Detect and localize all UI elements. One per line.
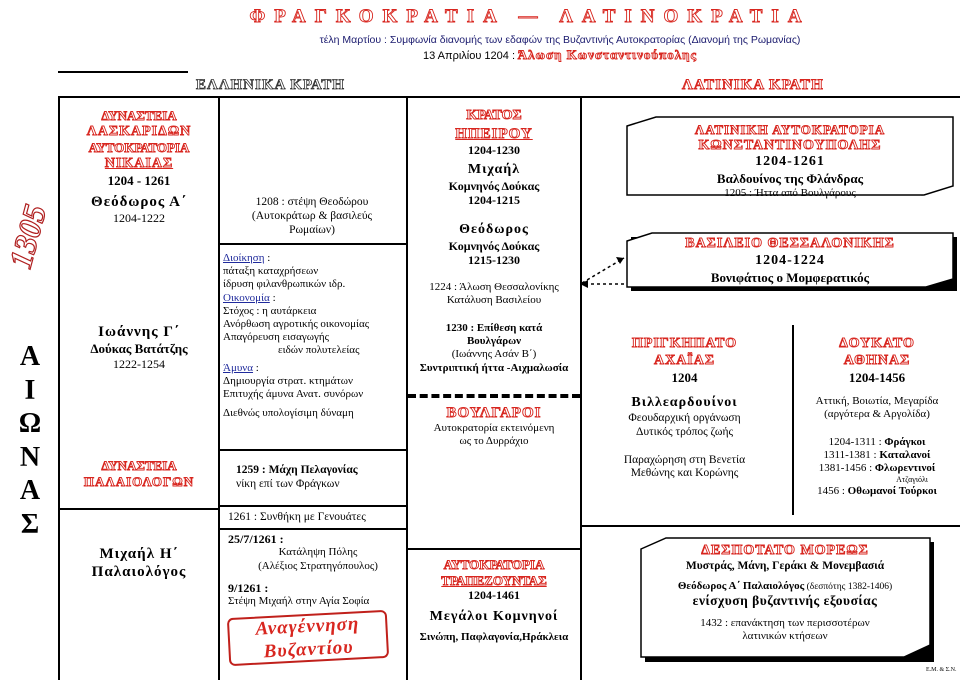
morea-text	[640, 543, 930, 644]
state-years: 1204-1261	[755, 154, 825, 170]
text-line: Ανόρθωση αγροτικής οικονομίας	[223, 317, 370, 330]
side-letter: Α	[19, 475, 41, 507]
state-name: ΔΕΣΠΟΤΑΤΟ ΜΟΡΕΩΣ	[701, 543, 869, 558]
dynasty-name: ΠΑΛΑΙΟΛΟΓΩΝ	[83, 473, 195, 489]
year-1305-label: 1305	[1, 200, 54, 272]
cities: Σινώπη, Παφλαγονία,Ηράκλεια	[419, 631, 569, 644]
text-line: Στέψη Μιχαήλ στην Αγία Σοφία	[228, 595, 370, 608]
text-line: Κατάληψη Πόλης	[278, 546, 358, 559]
ruler-surname: Κομνηνός Δούκας	[448, 178, 540, 193]
header-event: Άλωση Κωνσταντινούπολης	[517, 47, 698, 62]
text-line: (αργότερα & Αργολίδα)	[824, 408, 930, 421]
text-line: Μυστράς, Μάνη, Γεράκι & Μονεμβασιά	[685, 559, 885, 572]
header-line-1: τέλη Μαρτίου : Συμφωνία διανομής των εδαφών της Βυζαντινής Αυτοκρατορίας (Διανομή της Ρωμανίας)	[319, 34, 801, 46]
colon: :	[269, 291, 276, 304]
ruler-years: 1204-1215	[468, 193, 520, 208]
achaia-athens-divider	[792, 325, 794, 515]
section-greek: ΕΛΛΗΝΙΚΑ ΚΡΑΤΗ	[196, 77, 345, 93]
period-ruler: Φράγκοι	[884, 435, 926, 448]
state-name: ΑΧΑΪΑΣ	[653, 352, 716, 368]
text-line: Στόχος : η αυτάρκεια	[223, 304, 317, 317]
text-line: Κατάλυση Βασιλείου	[446, 294, 542, 307]
text-line: Βουλγάρων	[466, 335, 522, 348]
text-line: 1230 : Επίθεση κατά	[445, 322, 543, 334]
latin-bottom-rule	[580, 525, 960, 527]
text-line: Συντριπτική ήττα -Αιχμαλωσία	[419, 361, 569, 374]
dynasty-name: ΛΑΣΚΑΡΙΔΩΝ	[86, 123, 192, 139]
text-line: (Αλέξιος Στρατηγόπουλος)	[258, 559, 378, 572]
genoa-treaty: 1261 : Συνθήκη με Γενουάτες	[228, 511, 366, 523]
text-line: Φεουδαρχική οργάνωση	[628, 411, 741, 424]
header-date: 13 Απριλίου 1204 :	[422, 50, 516, 62]
ruler-years: 1222-1254	[113, 356, 165, 371]
text-line: Διεθνώς υπολογίσιμη δύναμη	[223, 407, 354, 420]
text-line: Παραχώρηση στη Βενετία	[623, 453, 746, 466]
state-label: ΔΟΥΚΑΤΟ	[839, 336, 915, 351]
arrowhead	[616, 257, 624, 264]
text-line: 25/7/1261 :	[228, 532, 284, 546]
morea-despot	[640, 580, 930, 593]
state-label: ΑΥΤΟΚΡΑΤΟΡΙΑ	[443, 557, 545, 572]
state-years: 1204-1230	[468, 142, 520, 157]
text-line: ενίσχυση βυζαντινής εξουσίας	[692, 592, 878, 608]
text-line: Ρωμαίων)	[289, 223, 335, 236]
dynasty-label: ΔΥΝΑΣΤΕΙΑ	[101, 458, 177, 473]
admin-title: Διοίκηση	[223, 252, 265, 264]
state-name: ΗΠΕΙΡΟΥ	[455, 125, 533, 142]
rebirth-word: Βυζαντίου	[263, 636, 355, 663]
nicaea-years: 1204 - 1261	[107, 172, 171, 188]
athens-period-2	[796, 449, 958, 462]
text-line: (Αυτοκράτωρ & βασιλεύς	[251, 209, 373, 222]
ruler-years: 1204-1222	[113, 211, 165, 225]
text-line: (Ιωάννης Ασάν Β΄)	[451, 348, 537, 361]
text-line: Αττική, Βοιωτία, Μεγαρίδα	[815, 395, 939, 408]
bulgarians-title: ΒΟΥΛΓΑΡΟΙ	[446, 405, 542, 421]
side-letter: Ι	[24, 374, 36, 406]
text-line: νίκη επί των Φράγκων	[236, 477, 340, 490]
athens-period-4	[796, 485, 958, 498]
state-years: 1204	[671, 369, 698, 385]
period-dates: 1311-1381 :	[823, 448, 880, 461]
text-line: Απαγόρευση εισαγωγής	[223, 331, 329, 344]
text-line: ειδών πολυτελείας	[278, 344, 360, 357]
side-letter: Σ	[20, 508, 40, 540]
ruler-name: Μιχαήλ	[467, 162, 521, 177]
dynasty: Βιλλεαρδουίνοι	[631, 395, 738, 411]
empire-name: ΝΙΚΑΙΑΣ	[104, 155, 174, 171]
text-line: Δυτικός τρόπος ζωής	[635, 425, 734, 438]
ruler-surname: Δούκας Βατάτζης	[90, 341, 188, 356]
econ-title: Οικονομία	[223, 291, 270, 304]
text-line: Ατζαγιόλι	[896, 475, 928, 485]
ruler-name: Βαλδουίνος της Φλάνδρας	[716, 171, 864, 187]
text-line: Επιτυχής άμυνα Ανατ. συνόρων	[223, 387, 364, 400]
text-line: 1259 : Μάχη Πελαγονίας	[236, 464, 358, 476]
text-line: 1224 : Άλωση Θεσσαλονίκης	[429, 281, 559, 293]
state-name: ΚΩΝΣΤΑΝΤΙΝΟΥΠΟΛΗΣ	[698, 137, 882, 153]
despot-name: Θεόδωρος Α΄ Παλαιολόγος	[677, 579, 805, 592]
period-ruler: Οθωμανοί Τούρκοι	[847, 484, 937, 497]
ruler-years: 1215-1230	[468, 253, 520, 268]
side-letter: Ω	[18, 408, 42, 440]
state-name: ΑΘΗΝΑΣ	[843, 352, 911, 368]
state-label: ΠΡΙΓΚΗΠΑΤΟ	[631, 336, 738, 351]
dynasty: Μεγάλοι Κομνηνοί	[429, 608, 559, 624]
ruler-name: Θεόδωρος Α΄	[91, 194, 187, 210]
state-label: ΚΡΑΤΟΣ	[466, 108, 522, 123]
text-line: ίδρυση φιλανθρωπικών ιδρ.	[223, 278, 346, 291]
def-title: Άμυνα	[223, 361, 254, 374]
text-line: 1208 : στέψη Θεοδώρου	[255, 196, 369, 208]
state-years: 1204-1461	[468, 588, 520, 603]
period-ruler: Καταλανοί	[879, 448, 931, 461]
ruler-surname: Κομνηνός Δούκας	[448, 238, 540, 253]
colon: :	[264, 252, 271, 264]
text-line: 1205 : Ήττα από Βουλγάρους	[724, 186, 856, 199]
section-latin: ΛΑΤΙΝΙΚΑ ΚΡΑΤΗ	[682, 77, 824, 93]
period-dates: 1456 :	[817, 484, 848, 497]
ruler-name: Ιωάννης Γ΄	[98, 324, 180, 340]
state-years: 1204-1456	[848, 369, 906, 385]
rebirth-word: Αναγέννηση	[254, 613, 360, 640]
state-name: ΒΑΣΙΛΕΙΟ ΘΕΣΣΑΛΟΝΙΚΗΣ	[685, 236, 895, 251]
ruler-surname: Παλαιολόγος	[91, 564, 187, 580]
despot-years: (δεσπότης 1382-1406)	[804, 581, 893, 592]
thessaloniki-text	[626, 236, 954, 285]
text-line: Αυτοκρατορία εκτεινόμενη	[433, 422, 555, 434]
text-line: Δημιουργία στρατ. κτημάτων	[223, 374, 353, 387]
achaia-block	[582, 336, 787, 481]
side-letter: Ν	[19, 441, 41, 473]
period-ruler: Φλωρεντινοί	[874, 461, 936, 474]
latin-empire-text	[626, 122, 954, 200]
text-line: Μεθώνης και Κορώνης	[630, 467, 739, 480]
athens-period-3	[796, 462, 958, 475]
state-label: ΛΑΤΙΝΙΚΗ ΑΥΤΟΚΡΑΤΟΡΙΑ	[694, 122, 886, 137]
arrow-to-thessaloniki	[582, 258, 624, 283]
dynasty-label: ΔΥΝΑΣΤΕΙΑ	[101, 108, 177, 123]
text-line: πάταξη καταχρήσεων	[223, 265, 319, 278]
credit: Ε.Μ. & Σ.Ν.	[926, 667, 957, 673]
empire-label: ΑΥΤΟΚΡΑΤΟΡΙΑ	[88, 140, 190, 156]
ruler-name: Θεόδωρος	[459, 222, 529, 237]
text-line: λατινικών κτήσεων	[742, 630, 828, 643]
text-line: 9/1261 :	[228, 580, 269, 595]
period-dates: 1381-1456 :	[818, 461, 875, 474]
text-line: ως το Δυρράχιο	[459, 435, 529, 448]
athens-period-1	[796, 436, 958, 449]
colon: :	[253, 361, 259, 374]
athens-block	[796, 336, 958, 498]
main-title: ΦΡΑΓΚΟΚΡΑΤΙΑ — ΛΑΤΙΝΟΚΡΑΤΙΑ	[249, 6, 811, 27]
text-line: 1432 : επανάκτηση των περισσοτέρων	[700, 617, 870, 630]
ruler-name: Μιχαήλ Η΄	[99, 546, 179, 562]
side-letter: Α	[19, 341, 41, 372]
state-years: 1204-1224	[755, 252, 825, 268]
ruler-name: Βονιφάτιος ο Μομφερατικός	[710, 269, 870, 285]
period-dates: 1204-1311 :	[828, 435, 885, 448]
state-name: ΤΡΑΠΕΖΟΥΝΤΑΣ	[441, 572, 547, 588]
